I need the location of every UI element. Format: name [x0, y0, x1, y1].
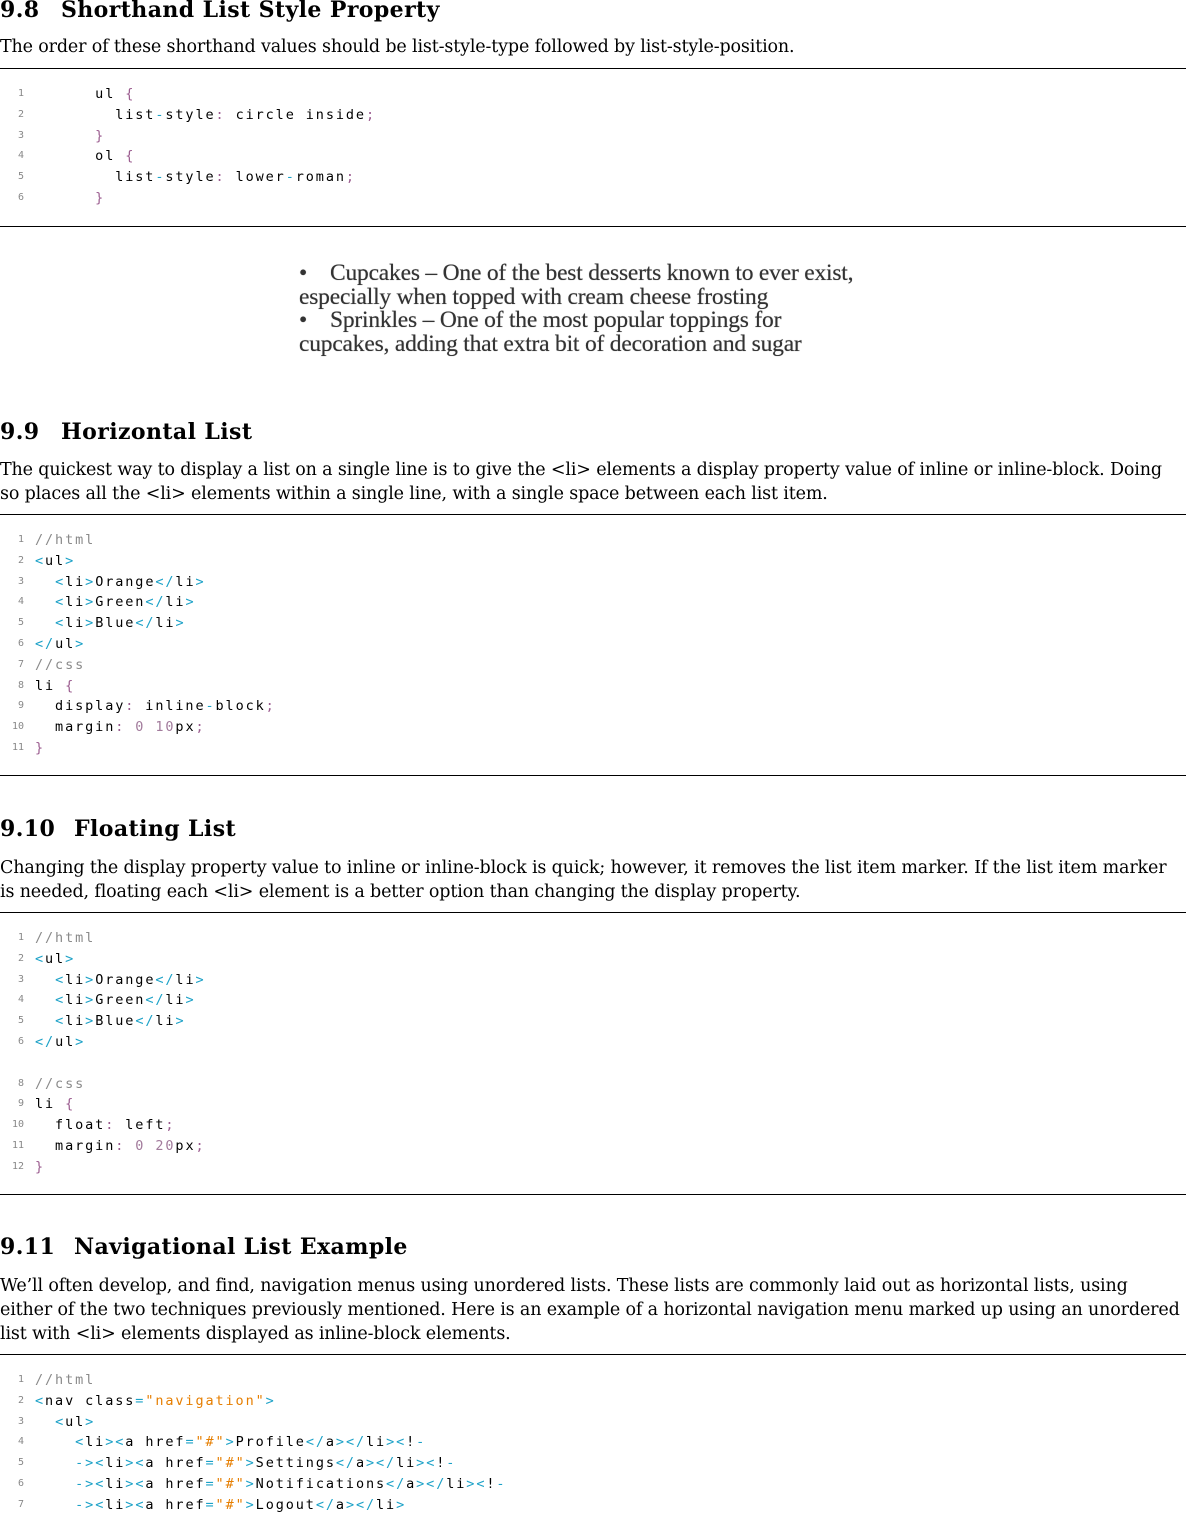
line-number: 5: [17, 617, 24, 629]
list-item-continuation: especially when topped with cream cheese frosting: [299, 283, 769, 310]
code-line: [0, 990, 1186, 1011]
code-line: [0, 188, 1186, 209]
code-line: [0, 1474, 1186, 1495]
paragraph: We’ll often develop, and find, navigation menus using unordered lists. These lists are commonly laid out as horizontal lists, using either of the two techniques previously mentioned. Here is an example of a horizontal navigation menu marked up using an unordered list with <li> elements displayed as inline-block elements.: [0, 1276, 1180, 1344]
line-number: 1: [17, 534, 24, 545]
list-item: [299, 309, 899, 333]
section-title: Horizontal List: [61, 419, 253, 445]
code-text: -><li><a href="#">Notifications</a></li><!-: [75, 1475, 507, 1492]
code-rule-bottom: [0, 1194, 1186, 1195]
line-number: 9: [17, 700, 24, 712]
code-line: [0, 1032, 1186, 1053]
code-text: }: [35, 1158, 46, 1175]
code-line: [0, 1432, 1186, 1453]
line-number: 4: [17, 596, 24, 608]
code-text: }: [95, 189, 106, 206]
line-number: 1: [17, 88, 24, 99]
code-line: [0, 84, 1186, 105]
list-item: [299, 262, 899, 286]
line-number: 6: [17, 637, 24, 649]
paragraph: Changing the display property value to inline or inline-block is quick; however, it removes the list item marker. If the list item marker is needed, floating each <li> element is a better option than changing the display property.: [0, 858, 1167, 902]
section-heading-9-9: [0, 419, 252, 445]
code-text: <nav class="navigation">: [35, 1392, 276, 1409]
section-number: 9.11: [0, 1234, 56, 1260]
line-number: 6: [17, 191, 24, 203]
code-text: float: left;: [35, 1117, 176, 1134]
code-line: [0, 676, 1186, 697]
code-text: <ul>: [35, 950, 76, 967]
line-number: 7: [17, 658, 24, 670]
line-number: 5: [17, 1015, 24, 1027]
code-text: //css: [35, 656, 86, 673]
code-text: -><li><a href="#">Logout</a></li>: [75, 1496, 407, 1513]
line-number: 10: [11, 721, 24, 733]
section-number: 9.9: [0, 419, 40, 445]
line-number: 1: [17, 932, 24, 943]
code-line: [0, 1391, 1186, 1412]
section-title: Shorthand List Style Property: [61, 0, 440, 23]
line-number: 7: [17, 1498, 24, 1510]
code-listing: [0, 928, 1186, 1178]
code-text: display: inline-block;: [35, 698, 276, 715]
line-number: 8: [17, 1077, 24, 1089]
code-line: [0, 1370, 1186, 1391]
code-line: [0, 1136, 1186, 1157]
line-number: 5: [17, 171, 24, 183]
code-listing: [0, 530, 1186, 759]
section-number: 9.8: [0, 0, 40, 23]
code-line: [0, 1412, 1186, 1433]
code-text: <li>Green</li>: [55, 594, 196, 611]
code-line: [0, 551, 1186, 572]
code-line: [0, 572, 1186, 593]
code-rule-bottom: [0, 226, 1186, 227]
line-number: 11: [11, 1139, 24, 1151]
code-line: [0, 1495, 1186, 1516]
code-text: <li>Green</li>: [55, 992, 196, 1009]
code-text: ol {: [35, 148, 136, 165]
bullet-icon: •: [299, 307, 308, 333]
code-text: <ul>: [55, 1413, 96, 1430]
code-text: ul {: [35, 86, 136, 102]
example-rendered-list: [299, 262, 899, 356]
section-title: Floating List: [74, 816, 237, 842]
line-number: 2: [17, 952, 24, 964]
line-number: 9: [17, 1098, 24, 1110]
line-number: 11: [11, 741, 24, 753]
code-rule-top: [0, 514, 1186, 515]
code-line: [0, 1453, 1186, 1474]
line-number: 12: [11, 1160, 24, 1172]
list-item-continuation: cupcakes, adding that extra bit of decoration and sugar: [299, 330, 802, 357]
line-number: 2: [17, 108, 24, 120]
line-number: 4: [17, 1436, 24, 1448]
line-number: 3: [17, 1415, 24, 1427]
code-line: [0, 1011, 1186, 1032]
code-text: }: [35, 739, 46, 756]
line-number: 1: [17, 1374, 24, 1385]
code-line: [0, 717, 1186, 738]
code-line: [0, 126, 1186, 147]
paragraph: The quickest way to display a list on a single line is to give the <li> elements a display property value of inline or inline-block. Doing so places all the <li> elements within a single line, with a single space between each list item.: [0, 460, 1162, 504]
list-item-text: Sprinkles – One of the most popular toppings for: [330, 307, 782, 333]
code-line: [0, 1053, 1186, 1074]
code-text: li {: [35, 1096, 76, 1113]
code-text: //html: [35, 930, 96, 946]
line-number: 6: [17, 1477, 24, 1489]
line-number: 4: [17, 994, 24, 1006]
code-text: <li>Blue</li>: [55, 615, 186, 632]
code-line: [0, 1115, 1186, 1136]
code-rule-top: [0, 912, 1186, 913]
code-text: </ul>: [35, 635, 86, 652]
code-line: [0, 1074, 1186, 1095]
code-line: [0, 1157, 1186, 1178]
code-line: [0, 634, 1186, 655]
line-number: 8: [17, 679, 24, 691]
code-line: [0, 655, 1186, 676]
code-line: [0, 613, 1186, 634]
code-text: //html: [35, 1372, 96, 1388]
code-text: list-style: circle inside;: [35, 106, 376, 123]
code-line: [0, 738, 1186, 759]
code-text: </ul>: [35, 1033, 86, 1050]
code-line: [0, 530, 1186, 551]
line-number: 3: [17, 129, 24, 141]
code-text: -><li><a href="#">Settings</a></li><!-: [75, 1455, 457, 1472]
line-number: 4: [17, 150, 24, 162]
line-number: 10: [11, 1119, 24, 1131]
code-line: [0, 146, 1186, 167]
code-text: }: [95, 127, 106, 144]
section-number: 9.10: [0, 816, 56, 842]
paragraph: The order of these shorthand values should be list-style-type followed by list-style-position.: [0, 37, 795, 57]
code-line: [0, 696, 1186, 717]
code-text: //css: [35, 1075, 86, 1092]
code-rule-top: [0, 68, 1186, 69]
code-text: <li>Blue</li>: [55, 1013, 186, 1030]
section-heading-9-11: [0, 1234, 408, 1260]
code-text: <li><a href="#">Profile</a></li><!-: [75, 1434, 427, 1451]
code-text: //html: [35, 532, 96, 548]
line-number: 5: [17, 1457, 24, 1469]
line-number: 6: [17, 1035, 24, 1047]
line-number: 3: [17, 575, 24, 587]
code-text: <li>Orange</li>: [55, 573, 206, 590]
section-heading-9-10: [0, 816, 236, 842]
code-line: [0, 928, 1186, 949]
section-title: Navigational List Example: [74, 1234, 408, 1260]
code-rule-bottom: [0, 775, 1186, 776]
code-rule-top: [0, 1354, 1186, 1355]
code-text: margin: 0 10px;: [35, 719, 206, 736]
code-line: [0, 949, 1186, 970]
code-line: [0, 105, 1186, 126]
line-number: 3: [17, 973, 24, 985]
code-text: margin: 0 20px;: [35, 1137, 206, 1154]
line-number: 2: [17, 554, 24, 566]
code-text: li {: [35, 677, 76, 694]
code-line: [0, 592, 1186, 613]
line-number: 2: [17, 1394, 24, 1406]
list-item-text: Cupcakes – One of the best desserts known to ever exist,: [330, 260, 854, 286]
code-text: <ul>: [35, 552, 76, 569]
code-line: [0, 167, 1186, 188]
code-listing: [0, 84, 1186, 209]
code-line: [0, 970, 1186, 991]
code-listing: [0, 1370, 1186, 1516]
bullet-icon: •: [299, 260, 308, 286]
code-line: [0, 1094, 1186, 1115]
code-text: list-style: lower-roman;: [35, 169, 356, 186]
code-text: <li>Orange</li>: [55, 971, 206, 988]
section-heading-9-8: [0, 0, 440, 23]
